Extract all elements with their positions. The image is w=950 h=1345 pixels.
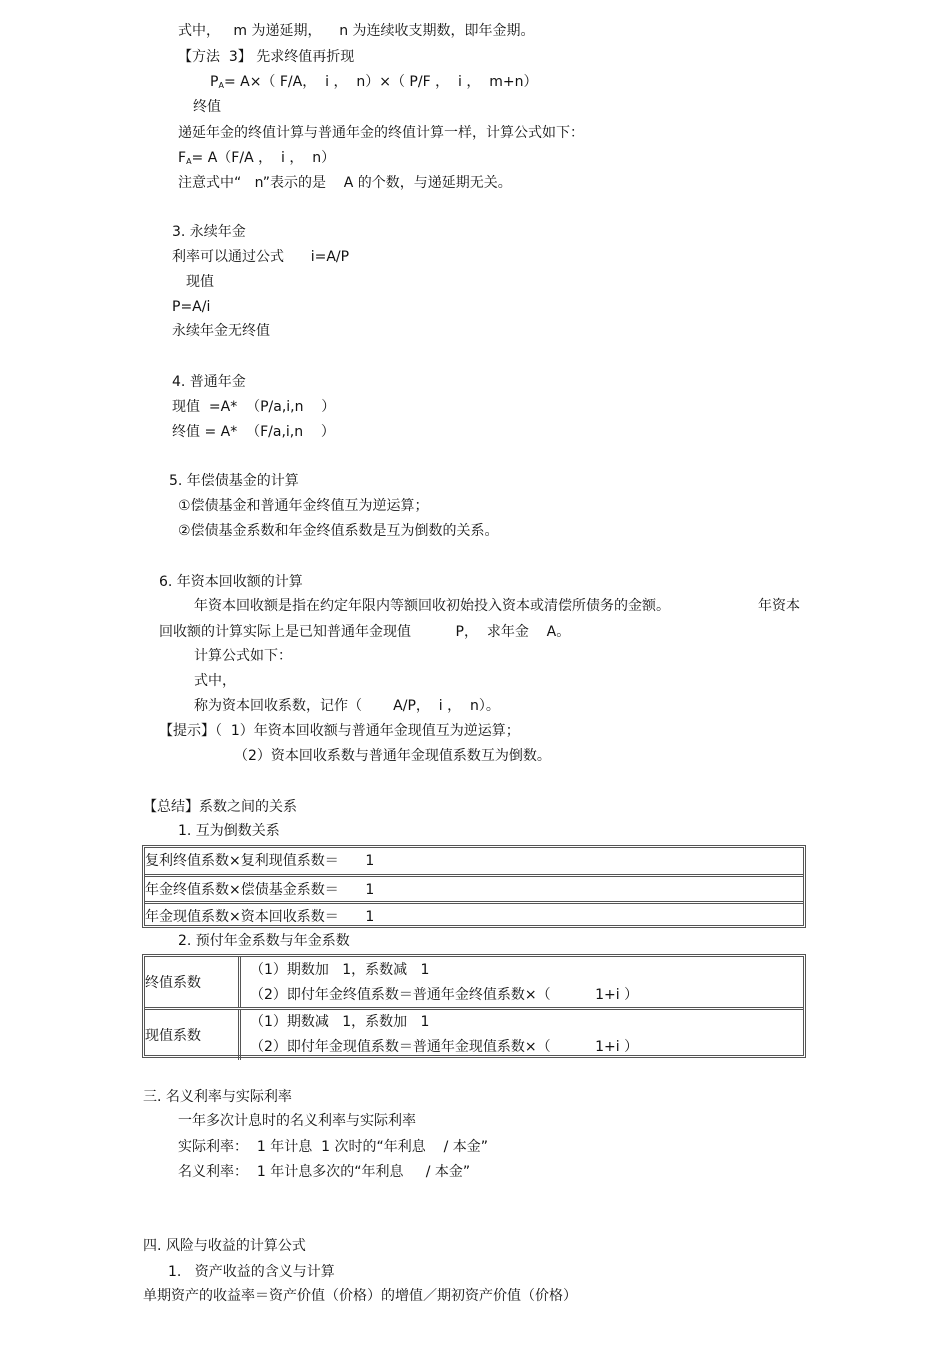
part-4-sub-1: 1. 资产收益的含义与计算 bbox=[168, 1264, 335, 1280]
row-line-1: （1）期数加 1，系数减 1 bbox=[250, 962, 430, 978]
row-line-1: （1）期数减 1，系数加 1 bbox=[250, 1014, 430, 1030]
reciprocal-table bbox=[142, 845, 806, 928]
tip-2: （2）资本回收系数与普通年金现值系数互为倒数。 bbox=[234, 748, 551, 764]
table-cell: 复利终值系数×复利现值系数＝ 1 bbox=[145, 853, 375, 869]
sinking-fund-item-1: ①偿债基金和普通年金终值互为逆运算； bbox=[178, 498, 429, 514]
capital-recovery-desc-tail: 年资本 bbox=[758, 598, 800, 614]
capital-recovery-desc-1: 年资本回收额是指在约定年限内等额回收初始投入资本或清偿所债务的金额。 bbox=[194, 598, 670, 614]
summary-sub-1: 1. 互为倒数关系 bbox=[178, 823, 280, 839]
rate-formula-line: 利率可以通过公式 i=A/P bbox=[172, 249, 350, 265]
section-6-title: 6. 年资本回收额的计算 bbox=[159, 574, 303, 590]
nominal-rate-line: 名义利率： 1 年计息多次的“年利息 / 本金” bbox=[178, 1164, 471, 1180]
tip-1: 【提示】（ 1）年资本回收额与普通年金现值互为逆运算； bbox=[159, 723, 520, 739]
table-row bbox=[145, 957, 803, 1007]
prepaid-table bbox=[142, 954, 806, 1058]
summary-title: 【总结】系数之间的关系 bbox=[143, 799, 297, 815]
row-line-2: （2）即付年金终值系数＝普通年金终值系数×（ 1+i ） bbox=[250, 987, 639, 1003]
section-5-title: 5. 年偿债基金的计算 bbox=[169, 473, 299, 489]
fv-word: 终值 bbox=[193, 99, 221, 115]
ordinary-fv: 终值 = A* （F/a,i,n ） bbox=[172, 424, 335, 440]
real-rate-line: 实际利率： 1 年计息 1 次时的“年利息 / 本金” bbox=[178, 1139, 488, 1155]
perpetuity-formula: P=A/i bbox=[172, 299, 211, 315]
table-row bbox=[145, 1007, 803, 1060]
row-label: 终值系数 bbox=[145, 975, 201, 991]
perpetuity-no-fv: 永续年金无终值 bbox=[172, 323, 270, 339]
row-line-2: （2）即付年金现值系数＝普通年金现值系数×（ 1+i ） bbox=[250, 1039, 639, 1055]
part-3-intro: 一年多次计息时的名义利率与实际利率 bbox=[178, 1113, 416, 1129]
section-4-title: 4. 普通年金 bbox=[172, 374, 246, 390]
summary-sub-2: 2. 预付年金系数与年金系数 bbox=[178, 933, 350, 949]
where-label: 式中， bbox=[194, 673, 236, 689]
table-row bbox=[145, 874, 803, 903]
note-line: 注意式中“ n”表示的是 A 的个数，与递延期无关。 bbox=[178, 175, 512, 191]
fv-description: 递延年金的终值计算与普通年金的终值计算一样，计算公式如下： bbox=[178, 125, 584, 141]
recovery-coefficient-line: 称为资本回收系数，记作（ A/P， i ， n）。 bbox=[194, 698, 500, 714]
pv-word: 现值 bbox=[186, 274, 214, 290]
table-cell: 年金终值系数×偿债基金系数＝ 1 bbox=[145, 882, 375, 898]
sinking-fund-item-2: ②偿债基金系数和年金终值系数是互为倒数的关系。 bbox=[178, 523, 499, 539]
section-3-title: 3. 永续年金 bbox=[172, 224, 246, 240]
capital-recovery-desc-2: 回收额的计算实际上是已知普通年金现值 P， 求年金 A。 bbox=[159, 624, 571, 640]
single-period-return-formula: 单期资产的收益率＝资产价值（价格）的增值／期初资产价值（价格） bbox=[143, 1288, 577, 1304]
pa-formula: $P_A= A\times$（ F/A， i ， n）×（ P/F ， i ， m+n） bbox=[210, 74, 538, 90]
formula-intro: 计算公式如下： bbox=[194, 648, 292, 664]
part-4-title: 四. 风险与收益的计算公式 bbox=[143, 1238, 306, 1254]
table-row bbox=[145, 848, 803, 874]
method3-heading: 【方法 3】 先求终值再折现 bbox=[178, 49, 355, 65]
table-cell: 年金现值系数×资本回收系数＝ 1 bbox=[145, 909, 375, 925]
where-line: 式中， m 为递延期， n 为连续收支期数，即年金期。 bbox=[178, 23, 535, 39]
fa-formula: $F_A= A(F/A$ ， i ， n） bbox=[178, 150, 336, 166]
ordinary-pv: 现值 =A* （P/a,i,n ） bbox=[172, 399, 336, 415]
part-3-title: 三. 名义利率与实际利率 bbox=[143, 1089, 292, 1105]
row-label: 现值系数 bbox=[145, 1028, 201, 1044]
table-row bbox=[145, 901, 803, 930]
